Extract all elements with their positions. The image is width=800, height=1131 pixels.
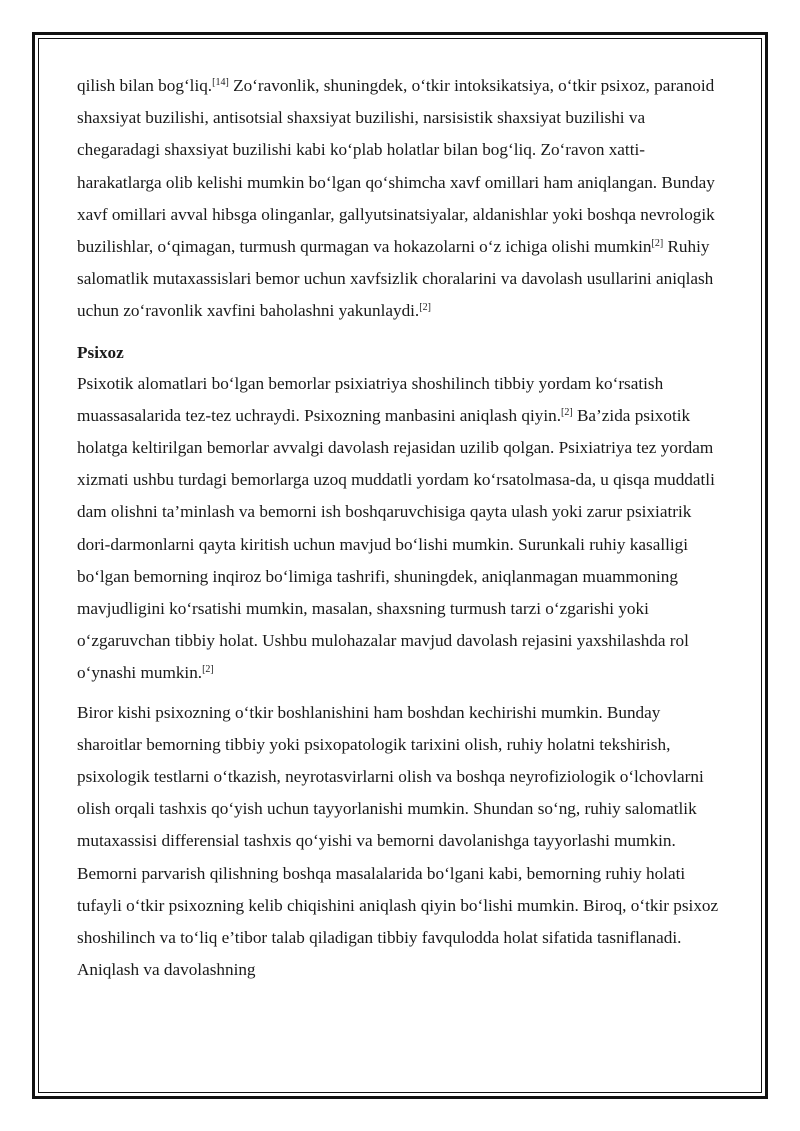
citation-2[interactable]: [2] <box>202 664 214 676</box>
section-heading-psixoz: Psixoz <box>77 342 124 362</box>
citation-14[interactable]: [14] <box>212 77 229 88</box>
text-run: qilish bilan bog‘liq. <box>77 76 213 95</box>
citation-2[interactable]: [2] <box>419 302 431 314</box>
paragraph-violence-risk <box>77 70 727 328</box>
text-run: Ruhiy salomatlik mutaxassislari bemor uchun xavfsizlik choralarini va davolash usullarini aniqlash uchun zo‘ravonlik xavfini baholashni yakunlaydi. <box>77 237 714 321</box>
document-body <box>77 70 727 986</box>
text-run: Zo‘ravonlik, shuningdek, o‘tkir intoksikatsiya, o‘tkir psixoz, paranoid shaxsiyat buzilishi, antisotsial shaxsiyat buzilishi, narsisistik shaxsiyat buzilishi va chegaradagi shaxsiyat buzilishi kabi ko‘plab holatlar bilan bog‘liq. Zo‘ravon xatti-harakatlarga olib kelishi mumkin bo‘lgan qo‘shimcha xavf omillari ham aniqlangan. Bunday xavf omillari avval hibsga olinganlar, gallyutsinatsiyalar, aldanishlar yoki boshqa nevrologik buzilishlar, o‘qimagan, turmush qurmagan va hokazolarni o‘z ichiga olishi mumkin <box>77 76 715 257</box>
paragraph-psychosis-patients <box>77 368 727 690</box>
citation-2[interactable]: [2] <box>651 238 664 250</box>
citation-2[interactable]: [2] <box>561 406 573 418</box>
paragraph-acute-psychosis <box>77 697 727 987</box>
text-run: Psixotik alomatlari bo‘lgan bemorlar psixiatriya shoshilinch tibbiy yordam ko‘rsatish muassasalarida tez-tez uchraydi. Psixozning manbasini aniqlash qiyin. <box>77 373 664 425</box>
text-run: Ba’zida psixotik holatga keltirilgan bemorlar avvalgi davolash rejasidan uzilib qolgan. Psixiatriya tez yordam xizmati ushbu turdagi bemorlarga uzoq muddatli yordam ko‘rsatolmasa-da, u qisqa muddatli dam olishni ta’minlash va bemorni ish boshqaruvchisiga qayta ulash yoki zarur psixiatrik dori-darmonlarni qayta kiritish uchun mavjud bo‘lishi mumkin. Surunkali ruhiy kasalligi bo‘lgan bemorning inqiroz bo‘limiga tashrifi, shuningdek, aniqlanmagan muammoning mavjudligini ko‘rsatishi mumkin, masalan, shaxsning turmush tarzi o‘zgarishi yoki o‘zgaruvchan tibbiy holat. Ushbu mulohazalar mavjud davolash rejasini yaxshilashda rol o‘ynashi mumkin. <box>77 405 715 683</box>
text-run: Biror kishi psixozning o‘tkir boshlanishini ham boshdan kechirishi mumkin. Bunday sharoitlar bemorning tibbiy yoki psixopatologik tarixini olish, ruhiy holatni tekshirish, psixologik testlarni o‘tkazish, neyrotasvirlarni olish va boshqa neyrofiziologik o‘lchovlarni olish orqali tashxis qo‘yish uchun tayyorlanishi mumkin. Shundan so‘ng, ruhiy salomatlik mutaxassisi differensial tashxis qo‘yishi va bemorni davolanishga tayyorlashi mumkin. Bemorni parvarish qilishning boshqa masalalarida bo‘lgani kabi, bemorning ruhiy holati tufayli o‘tkir psixozning kelib chiqishini aniqlash qiyin bo‘lishi mumkin. Biroq, o‘tkir psixoz shoshilinch va to‘liq e’tibor talab qiladigan tibbiy favqulodda holat sifatida tasniflanadi. Aniqlash va davolashning <box>77 702 719 980</box>
